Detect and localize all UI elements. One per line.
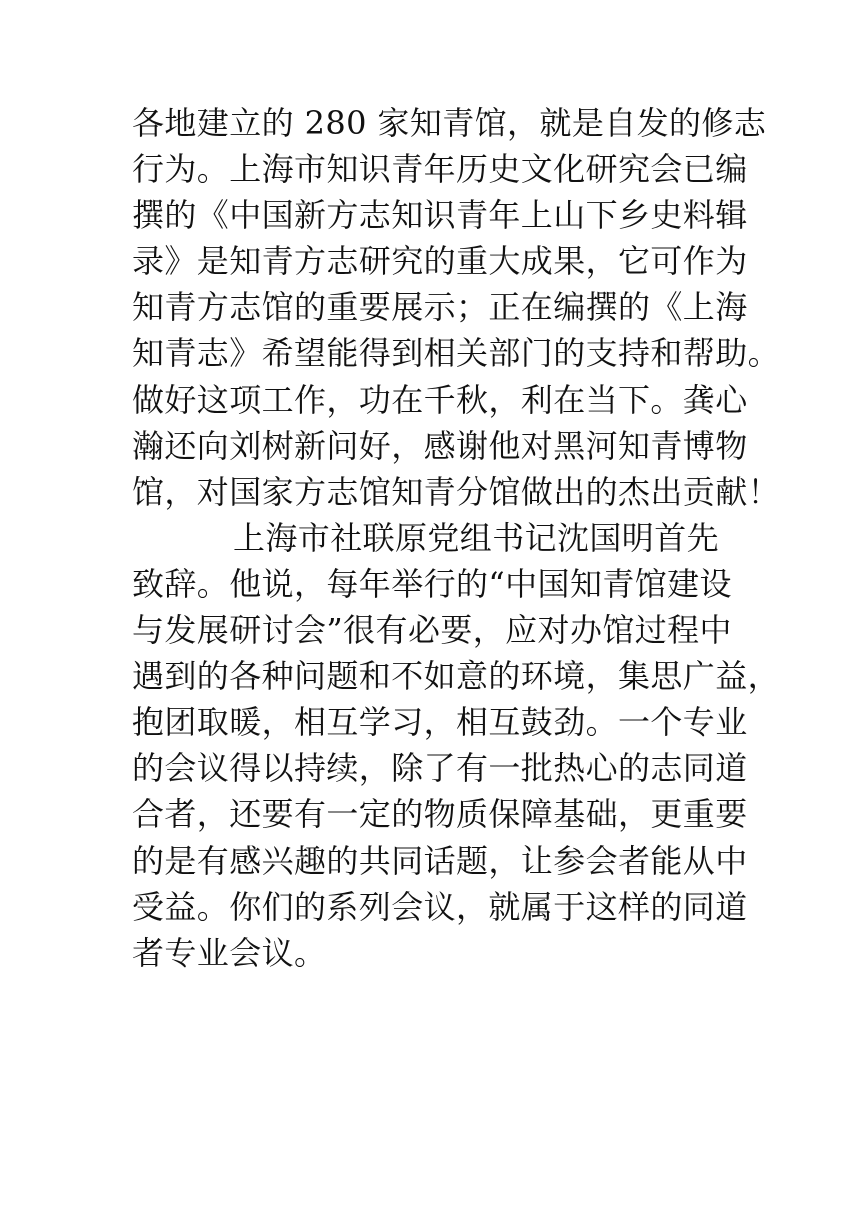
text-line: 知青方志馆的重要展示；正在编撰的《上海 (132, 288, 748, 327)
paragraph-2 (132, 515, 781, 976)
text-line: 遇到的各种问题和不如意的环境，集思广益， (132, 657, 781, 696)
text-line: 者专业会议。 (132, 933, 327, 972)
text-line: 与发展研讨会”很有必要，应对办馆过程中 (132, 611, 732, 650)
text-line: 瀚还向刘树新问好，感谢他对黑河知青博物 (132, 426, 748, 465)
text-line: 合者，还要有一定的物质保障基础，更重要 (132, 795, 748, 834)
body-text (132, 100, 781, 976)
text-line: 致辞。他说，每年举行的“中国知青馆建设 (132, 564, 732, 603)
text-line: 知青志》希望能得到相关部门的支持和帮助。 (132, 334, 781, 373)
text-line: 做好这项工作，功在千秋，利在当下。龚心 (132, 380, 748, 419)
text-line-indented: 上海市社联原党组书记沈国明首先 (233, 518, 720, 557)
text-line: 撰的《中国新方志知识青年上山下乡史料辑 (132, 196, 748, 235)
text-line: 行为。上海市知识青年历史文化研究会已编 (132, 150, 748, 189)
text-line: 各地建立的 280 家知青馆，就是自发的修志 (132, 104, 767, 142)
text-line: 录》是知青方志研究的重大成果，它可作为 (132, 242, 748, 281)
text-line: 受益。你们的系列会议，就属于这样的同道 (132, 887, 748, 926)
text-line: 馆，对国家方志馆知青分馆做出的杰出贡献！ (132, 472, 781, 511)
paragraph-1 (132, 100, 781, 515)
text-line: 的会议得以持续，除了有一批热心的志同道 (132, 749, 748, 788)
text-line: 抱团取暖，相互学习，相互鼓劲。一个专业 (132, 703, 748, 742)
text-line: 的是有感兴趣的共同话题，让参会者能从中 (132, 841, 748, 880)
